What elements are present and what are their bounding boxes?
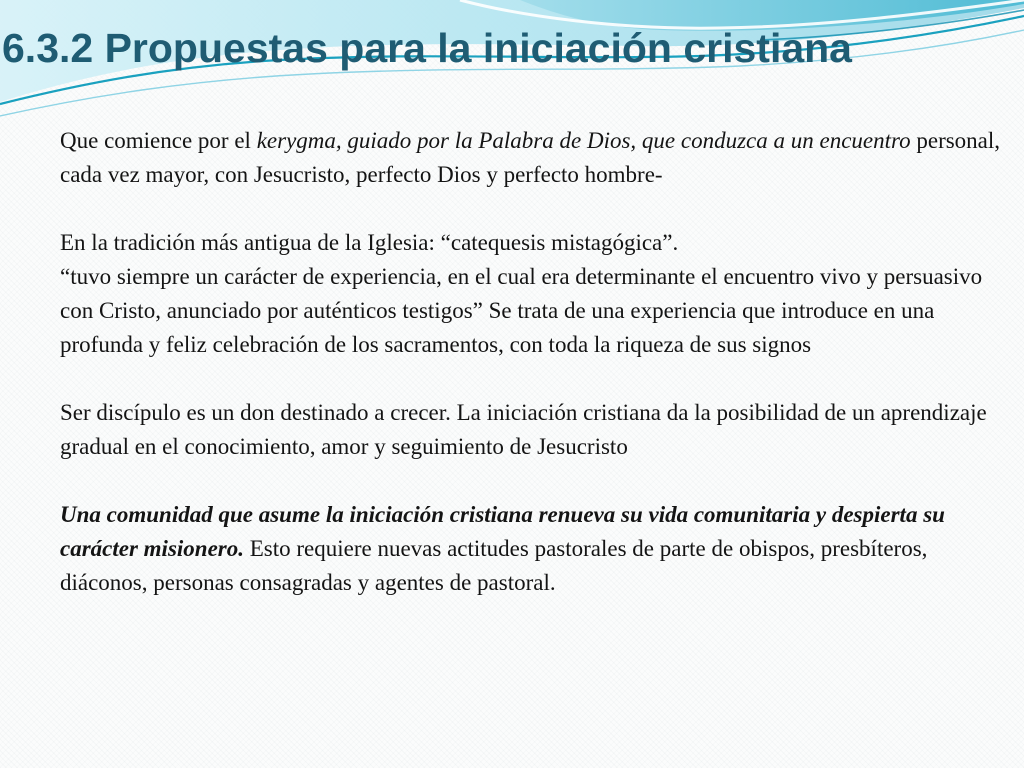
- paragraph-tradition: En la tradición más antigua de la Iglesia: “catequesis mistagógica”.: [60, 230, 679, 255]
- spacer: [60, 464, 1018, 498]
- paragraph-kerygma-italic: kerygma, guiado por la Palabra de Dios, que conduzca a un encuentro: [256, 128, 911, 153]
- slide-body: [60, 124, 1018, 600]
- paragraph-kerygma-lead: Que comience por el: [60, 128, 257, 153]
- paragraph-community: [60, 498, 1018, 600]
- slide-title: 6.3.2 Propuestas para la iniciación cristiana: [2, 25, 852, 71]
- paragraph-kerygma: [60, 124, 1018, 192]
- spacer: [60, 192, 1018, 226]
- spacer: [60, 362, 1018, 396]
- paragraph-quote: “tuvo siempre un carácter de experiencia, en el cual era determinante el encuentro vivo y persuasivo con Cristo, anunciado por auténticos testigos” Se trata de una experiencia que introduce en una profunda y feliz celebración de los sacramentos, con toda la riqueza de sus signos: [60, 264, 983, 357]
- paragraph-disciple: Ser discípulo es un don destinado a crecer. La iniciación cristiana da la posibilidad de un aprendizaje gradual en el conocimiento, amor y seguimiento de Jesucristo: [60, 400, 987, 459]
- paragraph-kerygma-tail: personal, cada vez mayor, con Jesucristo, perfecto Dios y perfecto hombre-: [60, 128, 1001, 187]
- paragraph-community-emphasis: Una comunidad que asume la iniciación cristiana renueva su vida comunitaria y despierta su carácter misionero.: [60, 502, 945, 561]
- paragraph-community-tail: Esto requiere nuevas actitudes pastorales de parte de obispos, presbíteros, diáconos, personas consagradas y agentes de pastoral.: [60, 536, 928, 595]
